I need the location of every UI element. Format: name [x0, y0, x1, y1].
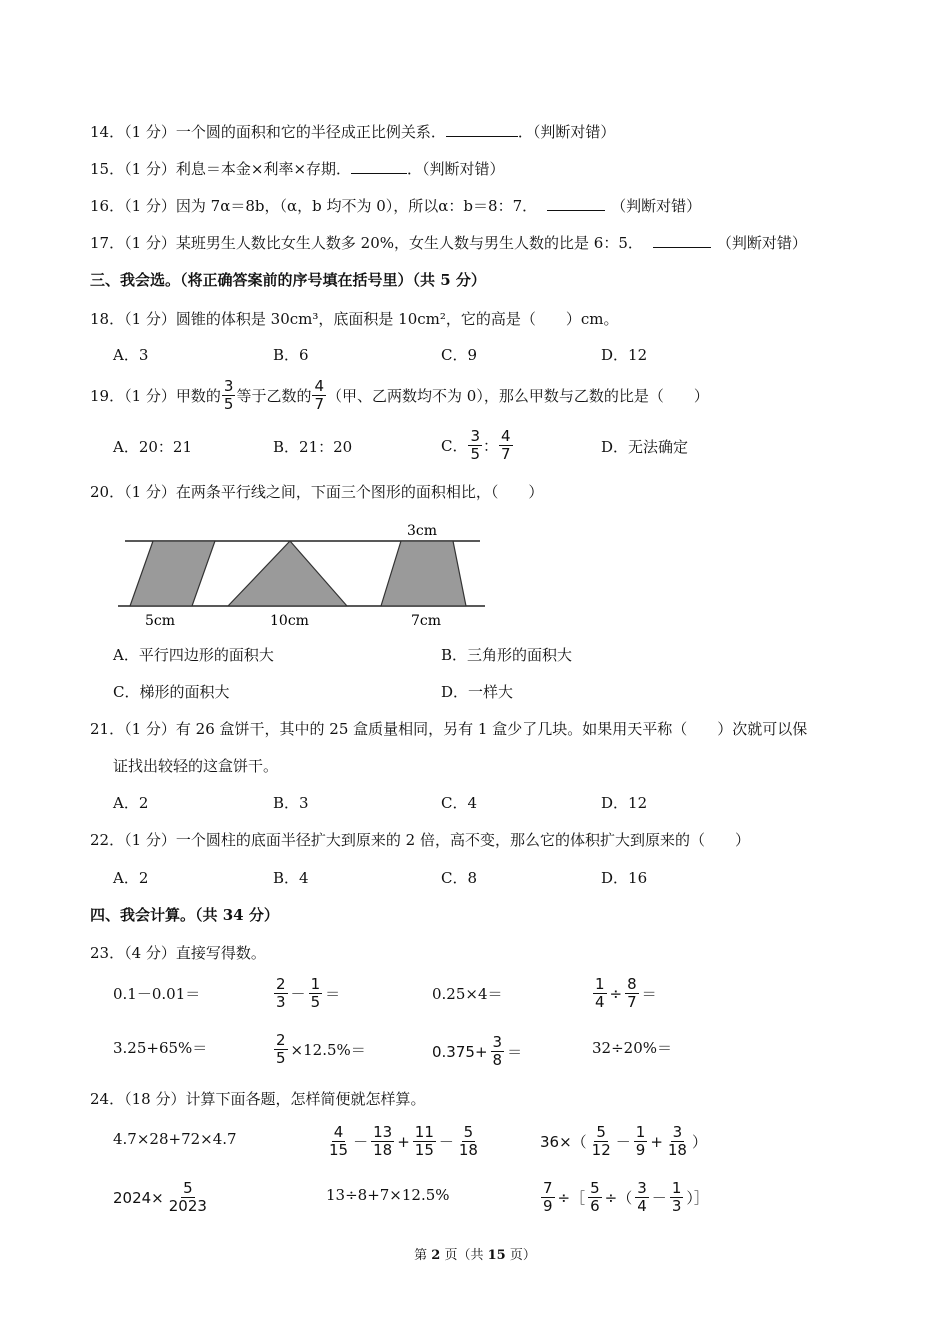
question-19: 19．（1 分）甲数的 $\frac{3}{5}$ 等于乙数的 $\frac{4}{7}$ （甲、乙两数均不为 0），那么甲数与乙数的比是（ ） — [90, 377, 709, 413]
section-4-heading: 四、我会计算。（共 34 分） — [90, 906, 279, 924]
q21-option-d[interactable]: D．12 — [601, 794, 648, 812]
expr-24-5: 13÷8+7×12.5% — [326, 1186, 450, 1204]
parallelogram — [130, 541, 215, 606]
q19-option-c[interactable]: C． $\frac{3}{5}$ ： $\frac{4}{7}$ — [441, 427, 511, 463]
q19-option-a[interactable]: A．20：21 — [113, 438, 193, 456]
q22-option-d[interactable]: D．16 — [601, 869, 648, 887]
page-footer: 第 2 页（共 15 页） — [414, 1248, 536, 1263]
expr-23-2: $\frac{2}{3}$ － $\frac{1}{5}$ ＝ — [276, 975, 341, 1011]
q20-option-b[interactable]: B．三角形的面积大 — [441, 646, 573, 664]
q20-option-a[interactable]: A．平行四边形的面积大 — [113, 646, 274, 664]
expr-23-3: 0.25×4＝ — [432, 984, 503, 1003]
question-17: 17．（1 分）某班男生人数比女生人数多 20%，女生人数与男生人数的比是 6：5． （判断对错） — [90, 234, 807, 252]
q20-option-d[interactable]: D．一样大 — [441, 683, 514, 701]
label-top-3cm: 3cm — [407, 523, 438, 539]
expr-24-1: 4.7×28+72×4.7 — [113, 1130, 237, 1148]
question-15: 15．（1 分）利息＝本金×利率×存期． ．（判断对错） — [90, 160, 505, 178]
q20-option-c[interactable]: C．梯形的面积大 — [113, 683, 230, 701]
q18-option-a[interactable]: A．3 — [113, 346, 149, 364]
answer-blank[interactable] — [653, 233, 711, 248]
answer-blank[interactable] — [351, 159, 407, 174]
q21-option-a[interactable]: A．2 — [113, 794, 149, 812]
label-7cm: 7cm — [411, 613, 442, 629]
question-23: 23．（4 分）直接写得数。 — [90, 944, 266, 962]
question-21-line1: 21．（1 分）有 26 盒饼干，其中的 25 盒质量相同，另有 1 盒少了几块。如果用天平称（ ）次就可以保 — [90, 720, 808, 738]
question-22: 22．（1 分）一个圆柱的底面半径扩大到原来的 2 倍，高不变，那么它的体积扩大到原来的（ ） — [90, 831, 750, 849]
q22-option-c[interactable]: C．8 — [441, 869, 478, 887]
fraction: $\frac{4}{7}$ — [314, 377, 325, 413]
q22-option-b[interactable]: B．4 — [273, 869, 309, 887]
q18-option-d[interactable]: D．12 — [601, 346, 648, 364]
label-5cm: 5cm — [145, 613, 176, 629]
q21-option-b[interactable]: B．3 — [273, 794, 309, 812]
fraction: $\frac{3}{5}$ — [470, 427, 481, 463]
q19-option-d[interactable]: D．无法确定 — [601, 438, 689, 456]
expr-23-6: $\frac{2}{5}$ ×12.5%＝ — [276, 1031, 366, 1067]
expr-23-7: 0.375+ $\frac{3}{8}$ ＝ — [432, 1033, 523, 1069]
fraction: $\frac{4}{7}$ — [501, 427, 511, 463]
answer-blank[interactable] — [547, 196, 605, 211]
expr-23-8: 32÷20%＝ — [592, 1038, 672, 1057]
q18-option-c[interactable]: C．9 — [441, 346, 478, 364]
trapezoid — [381, 541, 466, 606]
expr-24-2: $\frac{4}{15}$ － $\frac{13}{18}$ + $\frac{11}{15}$ － $\frac{5}{18}$ — [329, 1123, 478, 1159]
label-10cm: 10cm — [270, 613, 309, 629]
q18-option-b[interactable]: B．6 — [273, 346, 309, 364]
expr-23-5: 3.25+65%＝ — [113, 1038, 208, 1057]
question-16: 16．（1 分）因为 7α＝8b，（α，b 均不为 0），所以α：b＝8：7． （判断对错） — [90, 197, 702, 215]
expr-24-4: 2024× $\frac{5}{2023}$ — [113, 1179, 207, 1215]
expr-24-6: $\frac{7}{9}$ ÷［ $\frac{5}{6}$ ÷（ $\frac{3}{4}$ － $\frac{1}{3}$ ）］ — [543, 1179, 709, 1215]
question-18: 18．（1 分）圆锥的体积是 30cm³，底面积是 10cm²，它的高是（ ）cm。 — [90, 310, 619, 328]
triangle — [228, 541, 347, 606]
expr-23-1: 0.1－0.01＝ — [113, 984, 201, 1003]
question-24: 24．（18 分）计算下面各题，怎样简便就怎样算。 — [90, 1090, 426, 1108]
question-21-line2: 证找出较轻的这盒饼干。 — [113, 757, 279, 775]
fraction: $\frac{3}{5}$ — [223, 377, 234, 413]
question-14: 14．（1 分）一个圆的面积和它的半径成正比例关系． ．（判断对错） — [90, 123, 616, 141]
section-3-heading: 三、我会选。（将正确答案前的序号填在括号里）（共 5 分） — [90, 271, 486, 289]
expr-23-4: $\frac{1}{4}$ ÷ $\frac{8}{7}$ ＝ — [595, 975, 657, 1011]
question-20: 20．（1 分）在两条平行线之间，下面三个图形的面积相比，（ ） — [90, 483, 544, 501]
q19-option-b[interactable]: B．21：20 — [273, 438, 353, 456]
geometry-figure — [110, 515, 490, 633]
expr-24-3: 36×（ $\frac{5}{12}$ － $\frac{1}{9}$ + $\frac{3}{18}$ ） — [540, 1123, 707, 1159]
q21-option-c[interactable]: C．4 — [441, 794, 478, 812]
answer-blank[interactable] — [446, 122, 518, 137]
q22-option-a[interactable]: A．2 — [113, 869, 149, 887]
